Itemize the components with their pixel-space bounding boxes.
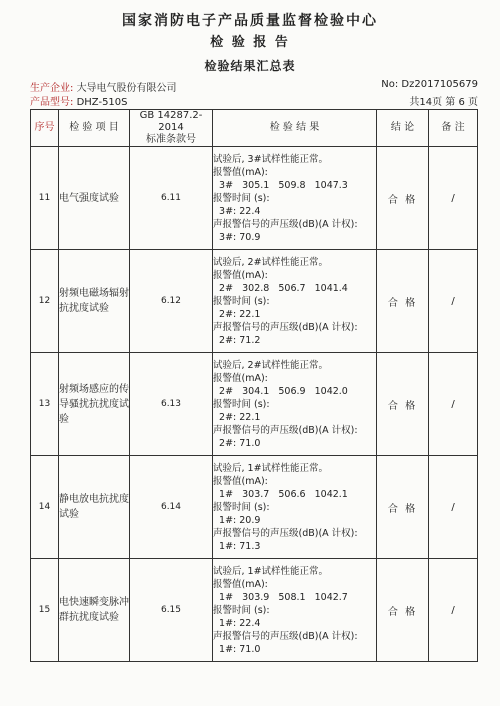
test-result	[213, 250, 377, 353]
result-line: 报警值(mA):	[213, 578, 268, 590]
manufacturer-value: 大导电气股份有限公司	[76, 83, 177, 94]
test-result	[213, 147, 377, 250]
result-line: 3#: 70.9	[213, 231, 261, 243]
table-row	[31, 456, 478, 559]
result-line: 1#: 71.3	[213, 540, 261, 552]
test-result	[213, 559, 377, 662]
header-result: 检 验 结 果	[213, 110, 377, 147]
report-number-line	[381, 79, 478, 90]
conclusion: 合 格	[377, 559, 429, 662]
result-line: 声报警信号的声压级(dB)(A 计权):	[213, 218, 358, 230]
result-line: 报警值(mA):	[213, 372, 268, 384]
header-item: 检 验 项 目	[59, 110, 130, 147]
row-number: 15	[31, 559, 59, 662]
result-line: 1# 303.7 506.6 1042.1	[213, 488, 348, 500]
result-line: 声报警信号的声压级(dB)(A 计权):	[213, 321, 358, 333]
result-line: 1#: 20.9	[213, 514, 261, 526]
result-line: 试验后, 2#试样性能正常。	[213, 359, 329, 371]
table-row	[31, 353, 478, 456]
result-line: 声报警信号的声压级(dB)(A 计权):	[213, 630, 358, 642]
conclusion: 合 格	[377, 456, 429, 559]
header-no: 序号	[31, 110, 59, 147]
result-line: 声报警信号的声压级(dB)(A 计权):	[213, 424, 358, 436]
model-value: DHZ-510S	[76, 97, 128, 108]
result-line: 试验后, 3#试样性能正常。	[213, 153, 329, 165]
result-line: 报警时间 (s):	[213, 501, 270, 513]
result-line: 报警时间 (s):	[213, 192, 270, 204]
standard-clause: 6.12	[130, 250, 213, 353]
result-line: 2# 302.8 506.7 1041.4	[213, 282, 348, 294]
remark: /	[429, 147, 478, 250]
standard-clause: 6.11	[130, 147, 213, 250]
result-line: 报警值(mA):	[213, 269, 268, 281]
standard-clause: 6.14	[130, 456, 213, 559]
model-label: 产品型号:	[30, 97, 74, 108]
row-number: 14	[31, 456, 59, 559]
result-line: 报警时间 (s):	[213, 604, 270, 616]
table-row	[31, 250, 478, 353]
remark: /	[429, 353, 478, 456]
result-line: 2# 304.1 506.9 1042.0	[213, 385, 348, 397]
summary-title: 检验结果汇总表	[204, 59, 296, 73]
report-number-label: No:	[381, 79, 399, 90]
manufacturer-line	[30, 79, 177, 94]
test-item: 电气强度试验	[59, 147, 130, 250]
report-number-value: Dz2017105679	[401, 79, 478, 90]
standard-clause: 6.13	[130, 353, 213, 456]
test-item: 电快速瞬变脉冲群抗扰度试验	[59, 559, 130, 662]
org-title: 国家消防电子产品质量监督检验中心	[122, 13, 378, 29]
test-item: 射频场感应的传导骚扰抗扰度试验	[59, 353, 130, 456]
remark: /	[429, 559, 478, 662]
row-number: 11	[31, 147, 59, 250]
result-line: 3# 305.1 509.8 1047.3	[213, 179, 348, 191]
test-item: 静电放电抗扰度试验	[59, 456, 130, 559]
header-clause-standard: GB 14287.2-2014	[139, 110, 203, 133]
remark: /	[429, 456, 478, 559]
page-indicator: 共14页 第 6 页	[409, 97, 478, 108]
result-line: 声报警信号的声压级(dB)(A 计权):	[213, 527, 358, 539]
table-row	[31, 147, 478, 250]
row-number: 13	[31, 353, 59, 456]
test-result	[213, 353, 377, 456]
report-title: 检 验 报 告	[210, 35, 290, 50]
result-line: 1#: 22.4	[213, 617, 261, 629]
result-line: 试验后, 1#试样性能正常。	[213, 565, 329, 577]
model-line	[30, 93, 128, 108]
conclusion: 合 格	[377, 147, 429, 250]
manufacturer-label: 生产企业:	[30, 83, 74, 94]
results-table	[30, 109, 478, 662]
result-line: 2#: 22.1	[213, 411, 261, 423]
conclusion: 合 格	[377, 353, 429, 456]
result-line: 2#: 22.1	[213, 308, 261, 320]
conclusion: 合 格	[377, 250, 429, 353]
header-clause	[130, 110, 213, 147]
result-line: 2#: 71.0	[213, 437, 261, 449]
remark: /	[429, 250, 478, 353]
test-item: 射频电磁场辐射抗扰度试验	[59, 250, 130, 353]
header-conclusion: 结 论	[377, 110, 429, 147]
row-number: 12	[31, 250, 59, 353]
test-result	[213, 456, 377, 559]
header-clause-label: 标准条款号	[146, 134, 196, 145]
result-line: 报警时间 (s):	[213, 295, 270, 307]
table-row	[31, 559, 478, 662]
result-line: 试验后, 2#试样性能正常。	[213, 256, 329, 268]
header-note: 备 注	[429, 110, 478, 147]
result-line: 3#: 22.4	[213, 205, 261, 217]
result-line: 试验后, 1#试样性能正常。	[213, 462, 329, 474]
result-line: 报警值(mA):	[213, 166, 268, 178]
standard-clause: 6.15	[130, 559, 213, 662]
result-line: 报警值(mA):	[213, 475, 268, 487]
result-line: 2#: 71.2	[213, 334, 261, 346]
result-line: 1#: 71.0	[213, 643, 261, 655]
result-line: 报警时间 (s):	[213, 398, 270, 410]
table-header-row	[31, 110, 478, 147]
result-line: 1# 303.9 508.1 1042.7	[213, 591, 348, 603]
